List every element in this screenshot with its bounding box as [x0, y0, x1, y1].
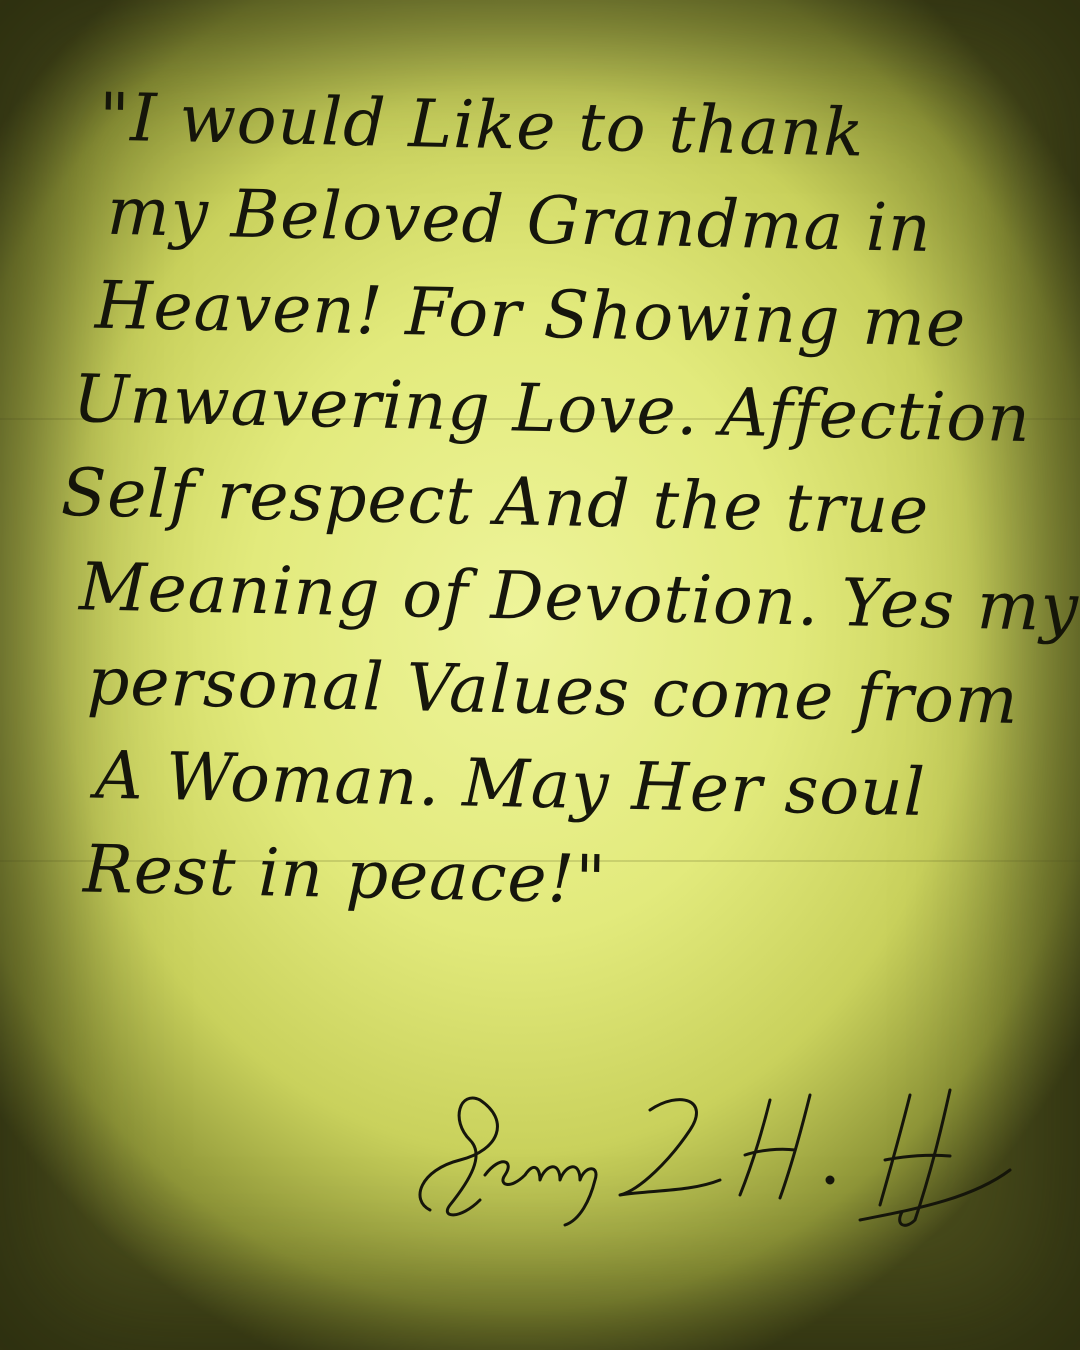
- letter-line: personal Values come from: [86, 642, 1020, 739]
- letter-line: Rest in peace!": [82, 830, 608, 919]
- letter-line: Unwavering Love. Affection: [72, 360, 1032, 458]
- handwritten-letter: [52, 70, 1080, 936]
- letter-line: Self respect And the true: [60, 453, 930, 550]
- handwritten-signature: [390, 1080, 1030, 1230]
- letter-line: A Woman. May Her soul: [94, 736, 927, 832]
- letter-line: Meaning of Devotion. Yes my: [78, 548, 1080, 647]
- letter-line: Heaven! For Showing me: [94, 266, 967, 362]
- letter-line: my Beloved Grandma in: [106, 172, 933, 268]
- letter-line: "I would Like to thank: [98, 78, 866, 172]
